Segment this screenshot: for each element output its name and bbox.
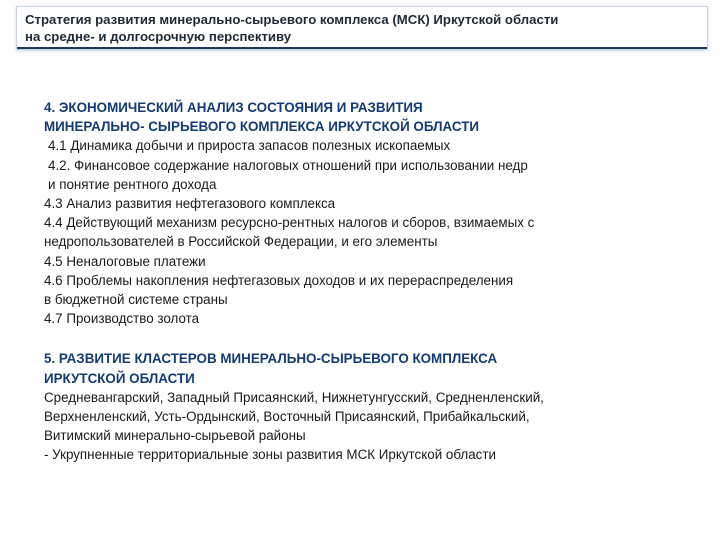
section-4-heading-line-2: МИНЕРАЛЬНО- СЫРЬЕВОГО КОМПЛЕКСА ИРКУТСКОЙ ОБЛАСТИ <box>44 119 479 135</box>
section-4-item: 4.3 Анализ развития нефтегазового комплекса <box>44 196 336 212</box>
section-5-item: Верхненленский, Усть-Ордынский, Восточный Присаянский, Прибайкальский, <box>44 409 530 425</box>
slide-body <box>44 98 694 465</box>
slide-title-line-2: на средне- и долгосрочную перспективу <box>25 29 292 44</box>
title-box <box>16 6 708 50</box>
section-4-item: недропользователей в Российской Федерации, и его элементы <box>44 234 438 250</box>
section-5-heading-line-1: 5. РАЗВИТИЕ КЛАСТЕРОВ МИНЕРАЛЬНО-СЫРЬЕВОГО КОМПЛЕКСА <box>44 351 498 367</box>
section-5-item: Витимский минерально-сырьевой районы <box>44 428 306 444</box>
section-4-item: 4.6 Проблемы накопления нефтегазовых доходов и их перераспределения <box>44 272 514 288</box>
section-5-heading-line-2: ИРКУТСКОЙ ОБЛАСТИ <box>44 370 195 386</box>
section-5-item: - Укрупненные территориальные зоны развития МСК Иркутской области <box>44 447 496 463</box>
section-4-item: в бюджетной системе страны <box>44 292 228 308</box>
slide-title-line-1: Стратегия развития минерально-сырьевого комплекса (МСК) Иркутской области <box>25 12 559 27</box>
section-spacer <box>44 328 694 349</box>
section-4-item: 4.4 Действующий механизм ресурсно-рентных налогов и сборов, взимаемых с <box>44 215 535 231</box>
section-4-item: 4.1 Динамика добычи и прироста запасов полезных ископаемых <box>48 138 451 154</box>
section-4-heading-line-1: 4. ЭКОНОМИЧЕСКИЙ АНАЛИЗ СОСТОЯНИЯ И РАЗВИТИЯ <box>44 100 423 115</box>
section-5-item: Средневангарский, Западный Присаянский, Нижнетунгусский, Средненленский, <box>44 389 544 405</box>
slide-title <box>25 11 701 45</box>
section-4-item: 4.5 Неналоговые платежи <box>44 253 206 269</box>
title-underline <box>17 47 707 49</box>
section-4-item: 4.2. Финансовое содержание налоговых отношений при использовании недр <box>48 157 528 173</box>
section-4-item: 4.7 Производство золота <box>44 311 200 327</box>
section-4-item: и понятие рентного дохода <box>48 176 217 192</box>
